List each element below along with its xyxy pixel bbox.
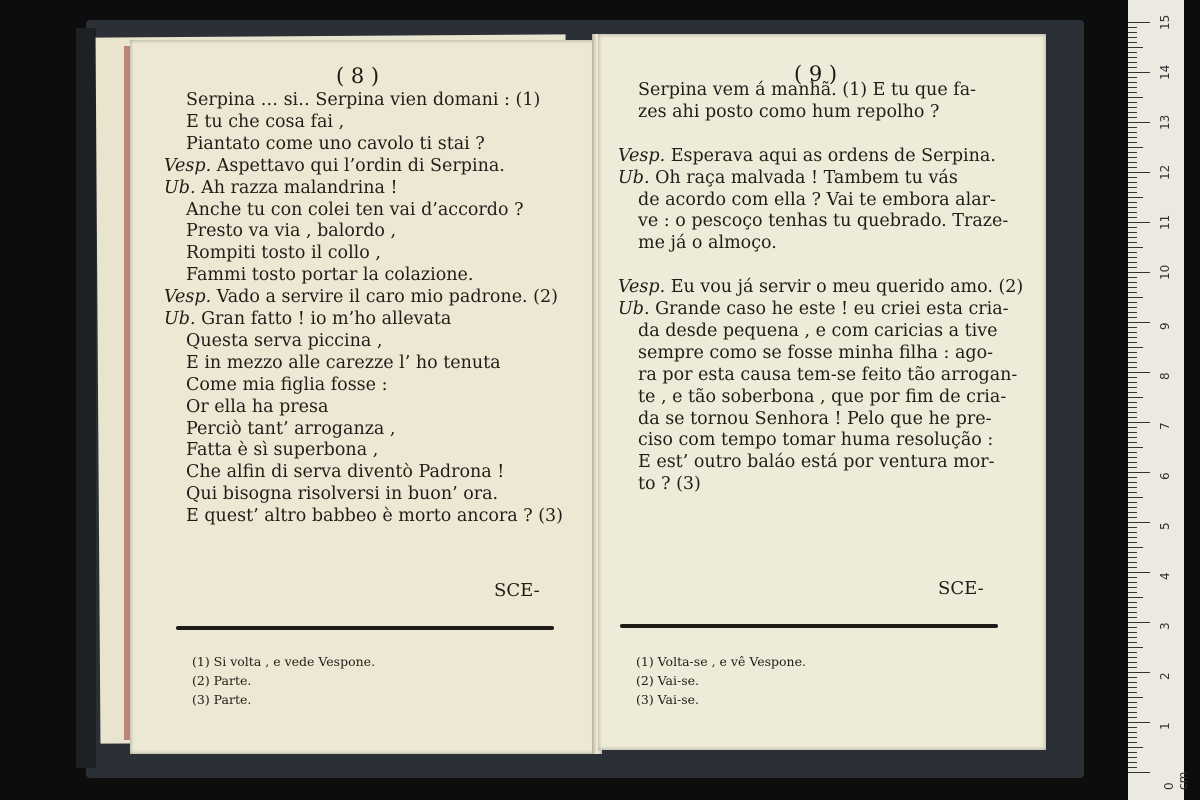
ruler-tick <box>1128 602 1137 603</box>
ruler-number: 4 <box>1158 572 1172 580</box>
text-line <box>164 287 558 308</box>
ruler-tick <box>1128 97 1143 98</box>
text-line: Anche tu con colei ten vai d’accordo ? <box>186 199 524 220</box>
ruler-tick <box>1128 117 1137 118</box>
ruler-tick <box>1128 537 1137 538</box>
ruler-tick <box>1128 247 1143 248</box>
text-line: Presto va via , balordo , <box>186 221 397 242</box>
ruler-tick <box>1128 217 1137 218</box>
ruler-tick <box>1128 527 1137 528</box>
text-line: Or ella ha presa <box>186 396 329 417</box>
ruler-tick <box>1128 202 1137 203</box>
text-line: Serpina .‥ si‥ Serpina vien domani : (1) <box>186 90 541 110</box>
text-line <box>164 156 505 177</box>
ruler-tick <box>1128 767 1137 768</box>
ruler-tick <box>1128 452 1137 453</box>
ruler-tick <box>1128 292 1137 293</box>
ruler-tick <box>1128 672 1150 673</box>
ruler-tick <box>1128 57 1137 58</box>
ruler-number: 2 <box>1158 672 1172 680</box>
ruler-number: 10 <box>1158 264 1172 280</box>
ruler-tick <box>1128 557 1137 558</box>
text-line: de acordo com ella ? Vai te embora alar- <box>638 189 996 210</box>
ruler-tick <box>1128 512 1137 513</box>
ruler-tick <box>1128 497 1143 498</box>
ruler-tick <box>1128 622 1150 623</box>
ruler-tick <box>1128 507 1137 508</box>
ruler-tick <box>1128 32 1137 33</box>
text-line: Serpina vem á manhã. (1) E tu que fa- <box>638 80 977 100</box>
text-line <box>164 178 398 199</box>
ruler-tick <box>1128 332 1137 333</box>
text-line <box>164 309 451 330</box>
ruler-tick <box>1128 442 1137 443</box>
text-line <box>618 299 1009 320</box>
ruler-tick <box>1128 42 1137 43</box>
ruler-tick <box>1128 102 1137 103</box>
ruler-tick <box>1128 147 1143 148</box>
ruler-tick <box>1128 642 1137 643</box>
text-line: to ? (3) <box>638 474 701 495</box>
ruler-unit-label: 0 cm <box>1162 771 1190 790</box>
ruler-tick <box>1128 92 1137 93</box>
ruler-tick <box>1128 257 1137 258</box>
ruler-tick <box>1128 52 1137 53</box>
ruler-tick <box>1128 682 1137 683</box>
ruler-tick <box>1128 447 1143 448</box>
ruler-tick <box>1128 67 1137 68</box>
text-line: da se tornou Senhora ! Pelo que he pre- <box>638 408 992 429</box>
ruler-tick <box>1128 182 1137 183</box>
ruler-tick <box>1128 337 1137 338</box>
ruler-tick <box>1128 317 1137 318</box>
ruler-tick <box>1128 347 1143 348</box>
ruler-tick <box>1128 392 1137 393</box>
ruler-tick <box>1128 227 1137 228</box>
text-line: sempre como se fosse minha filha : ago- <box>638 342 994 363</box>
line-text: Oh raça malvada ! Tambem tu vás <box>649 167 958 188</box>
ruler-tick <box>1128 612 1137 613</box>
ruler-tick <box>1128 567 1137 568</box>
ruler-number: 14 <box>1158 64 1172 80</box>
text-line: Piantato come uno cavolo ti stai ? <box>186 133 485 154</box>
ruler-number: 3 <box>1158 622 1172 630</box>
ruler-tick <box>1128 482 1137 483</box>
ruler-tick <box>1128 692 1137 693</box>
ruler-tick <box>1128 237 1137 238</box>
ruler-tick <box>1128 107 1137 108</box>
text-line: E quest’ altro babbeo è morto ancora ? (3) <box>186 506 564 527</box>
ruler-tick <box>1128 712 1137 713</box>
ruler-tick <box>1128 657 1137 658</box>
ruler-tick <box>1128 532 1137 533</box>
footnote-rule-left <box>176 626 554 630</box>
ruler-tick <box>1128 297 1143 298</box>
ruler-tick <box>1128 112 1137 113</box>
ruler-tick <box>1128 637 1137 638</box>
ruler-tick <box>1128 122 1150 123</box>
ruler-tick <box>1128 572 1150 573</box>
ruler-tick <box>1128 547 1143 548</box>
ruler-tick <box>1128 732 1137 733</box>
ruler-tick <box>1128 422 1150 423</box>
ruler-tick <box>1128 522 1150 523</box>
ruler-tick <box>1128 157 1137 158</box>
ruler-number: 8 <box>1158 372 1172 380</box>
text-line: Questa serva piccina , <box>186 330 383 351</box>
ruler-tick <box>1128 632 1137 633</box>
ruler-number: 6 <box>1158 472 1172 480</box>
text-line: te , e tão soberbona , que por fim de cria- <box>638 386 1007 407</box>
ruler-tick <box>1128 352 1137 353</box>
ruler-tick <box>1128 37 1137 38</box>
ruler-tick <box>1128 47 1143 48</box>
ruler-tick <box>1128 742 1137 743</box>
speaker-label: Ub. <box>618 299 650 319</box>
line-text: Aspettavo qui l’ordin di Serpina. <box>211 155 505 176</box>
ruler-tick <box>1128 407 1137 408</box>
ruler-tick <box>1128 752 1137 753</box>
text-line: Che alfin di serva diventò Padrona ! <box>186 462 505 483</box>
ruler-tick <box>1128 137 1137 138</box>
cover-spine-edge <box>76 28 96 768</box>
page-number-right: ( 9 ) <box>794 62 838 86</box>
ruler-tick <box>1128 82 1137 83</box>
ruler-number: 11 <box>1158 214 1172 230</box>
ruler-tick <box>1128 477 1137 478</box>
ruler-tick <box>1128 707 1137 708</box>
line-text: Grande caso he este ! eu criei esta cria- <box>649 299 1009 319</box>
ruler-tick <box>1128 437 1137 438</box>
ruler-tick <box>1128 717 1137 718</box>
footnote: (2) Parte. <box>192 673 252 688</box>
ruler-tick <box>1128 727 1137 728</box>
line-text: Esperava aqui as ordens de Serpina. <box>665 145 996 166</box>
ruler-tick <box>1128 737 1137 738</box>
ruler-tick <box>1128 262 1137 263</box>
ruler-tick <box>1128 662 1137 663</box>
footnote: (3) Parte. <box>192 692 252 707</box>
line-text: Gran fatto ! io m’ho allevata <box>195 309 452 329</box>
ruler-tick <box>1128 412 1137 413</box>
ruler-tick <box>1128 77 1137 78</box>
text-line: ciso com tempo tomar huma resolução : <box>638 430 994 451</box>
ruler-tick <box>1128 172 1150 173</box>
measuring-ruler <box>1128 0 1190 800</box>
speaker-label: Vesp. <box>164 155 212 176</box>
text-line: ra por esta causa tem-se feito tão arrogan- <box>638 364 1018 385</box>
speaker-label: Ub. <box>164 309 196 329</box>
text-line: me já o almoço. <box>638 233 777 254</box>
ruler-tick <box>1128 252 1137 253</box>
ruler-tick <box>1128 627 1137 628</box>
ruler-number: 13 <box>1158 114 1172 130</box>
ruler-tick <box>1128 167 1137 168</box>
ruler-tick <box>1128 362 1137 363</box>
text-line: ve : o pescoço tenhas tu quebrado. Traze- <box>638 211 1009 232</box>
ruler-tick <box>1128 617 1137 618</box>
ruler-tick <box>1128 502 1137 503</box>
ruler-tick <box>1128 382 1137 383</box>
ruler-tick <box>1128 177 1137 178</box>
text-line: da desde pequena , e com caricias a tive <box>638 320 998 341</box>
ruler-tick <box>1128 427 1137 428</box>
text-line: Fammi tosto portar la colazione. <box>186 265 474 286</box>
ruler-tick <box>1128 62 1137 63</box>
text-line <box>618 277 1023 298</box>
text-line: Rompiti tosto il collo , <box>186 243 381 264</box>
ruler-tick <box>1128 287 1137 288</box>
text-line: Come mia figlia fosse : <box>186 374 388 395</box>
ruler-number: 1 <box>1158 722 1172 730</box>
left-page <box>130 40 596 754</box>
ruler-tick <box>1128 302 1137 303</box>
ruler-tick <box>1128 562 1137 563</box>
text-line: Perciò tant’ arroganza , <box>186 418 396 439</box>
ruler-tick <box>1128 462 1137 463</box>
text-line: E tu che cosa fai , <box>186 111 345 132</box>
ruler-tick <box>1128 222 1150 223</box>
ruler-tick <box>1128 757 1137 758</box>
speaker-label: Ub. <box>618 167 650 188</box>
ruler-tick <box>1128 307 1137 308</box>
text-line: E in mezzo alle carezze l’ ho tenuta <box>186 352 501 373</box>
ruler-tick <box>1128 472 1150 473</box>
ruler-tick <box>1128 577 1137 578</box>
ruler-tick <box>1128 697 1143 698</box>
ruler-tick <box>1128 702 1137 703</box>
ruler-number: 15 <box>1158 14 1172 30</box>
text-line: Qui bisogna risolversi in buon’ ora. <box>186 484 499 505</box>
text-line: E est’ outro baláo está por ventura mor- <box>638 452 995 473</box>
ruler-tick <box>1128 277 1137 278</box>
ruler-tick <box>1128 597 1143 598</box>
speaker-label: Ub. <box>164 177 196 198</box>
ruler-tick <box>1128 587 1137 588</box>
footnote-rule-right <box>620 624 998 628</box>
ruler-tick <box>1128 322 1150 323</box>
ruler-tick <box>1128 387 1137 388</box>
ruler-tick <box>1128 197 1143 198</box>
text-line <box>618 146 996 167</box>
line-text: Ah razza malandrina ! <box>195 177 398 198</box>
ruler-tick <box>1128 592 1137 593</box>
ruler-tick <box>1128 762 1137 763</box>
ruler-tick <box>1128 722 1150 723</box>
ruler-tick <box>1128 342 1137 343</box>
ruler-tick <box>1128 232 1137 233</box>
ruler-tick <box>1128 467 1137 468</box>
ruler-tick <box>1128 652 1137 653</box>
ruler-tick <box>1128 132 1137 133</box>
page-number-left: ( 8 ) <box>336 64 380 88</box>
line-text: Eu vou já servir o meu querido amo. (2) <box>665 277 1024 298</box>
ruler-tick <box>1128 402 1137 403</box>
ruler-tick <box>1128 772 1150 773</box>
ruler-tick <box>1128 212 1137 213</box>
ruler-tick <box>1128 517 1137 518</box>
ruler-tick <box>1128 242 1137 243</box>
footnote: (1) Volta-se , e vê Vespone. <box>636 654 806 669</box>
catchword-right: SCE- <box>938 578 984 599</box>
catchword-left: SCE- <box>494 580 540 601</box>
ruler-tick <box>1128 747 1143 748</box>
ruler-tick <box>1128 162 1137 163</box>
ruler-tick <box>1128 667 1137 668</box>
ruler-tick <box>1128 542 1137 543</box>
footnote: (2) Vai-se. <box>636 673 700 688</box>
ruler-tick <box>1128 457 1137 458</box>
ruler-tick <box>1128 127 1137 128</box>
speaker-label: Vesp. <box>618 277 666 298</box>
footnote: (3) Vai-se. <box>636 692 700 707</box>
ruler-number: 5 <box>1158 522 1172 530</box>
footnote: (1) Si volta , e vede Vespone. <box>192 654 376 669</box>
ruler-tick <box>1128 72 1150 73</box>
ruler-tick <box>1128 87 1137 88</box>
ruler-tick <box>1128 377 1137 378</box>
ruler-tick <box>1128 582 1137 583</box>
ruler-tick <box>1128 192 1137 193</box>
ruler-tick <box>1128 357 1137 358</box>
ruler-tick <box>1128 417 1137 418</box>
ruler-tick <box>1128 607 1137 608</box>
ruler-tick <box>1128 207 1137 208</box>
ruler-tick <box>1128 397 1143 398</box>
ruler-tick <box>1128 27 1137 28</box>
ruler-tick <box>1128 677 1137 678</box>
ruler-tick <box>1128 372 1150 373</box>
speaker-label: Vesp. <box>618 145 666 166</box>
ruler-tick <box>1128 152 1137 153</box>
ruler-tick <box>1128 187 1137 188</box>
text-line: zes ahi posto como hum repolho ? <box>638 101 940 122</box>
ruler-tick <box>1128 272 1150 273</box>
ruler-tick <box>1128 492 1137 493</box>
ruler-number: 9 <box>1158 322 1172 330</box>
ruler-tick <box>1128 142 1137 143</box>
ruler-tick <box>1128 367 1137 368</box>
text-line: Fatta è sì superbona , <box>186 440 379 461</box>
ruler-number: 7 <box>1158 422 1172 430</box>
ruler-tick <box>1128 687 1137 688</box>
ruler-tick <box>1128 487 1137 488</box>
ruler-number: 12 <box>1158 164 1172 180</box>
ruler-tick <box>1128 312 1137 313</box>
right-page <box>598 34 1046 750</box>
ruler-tick <box>1128 327 1137 328</box>
ruler-tick <box>1128 647 1143 648</box>
ruler-tick <box>1128 432 1137 433</box>
ruler-tick <box>1128 552 1137 553</box>
text-line <box>618 168 958 189</box>
ruler-tick <box>1128 267 1137 268</box>
ruler-tick <box>1128 22 1150 23</box>
speaker-label: Vesp. <box>164 287 212 308</box>
ruler-tick <box>1128 282 1137 283</box>
line-text: Vado a servire il caro mio padrone. (2) <box>211 287 558 308</box>
